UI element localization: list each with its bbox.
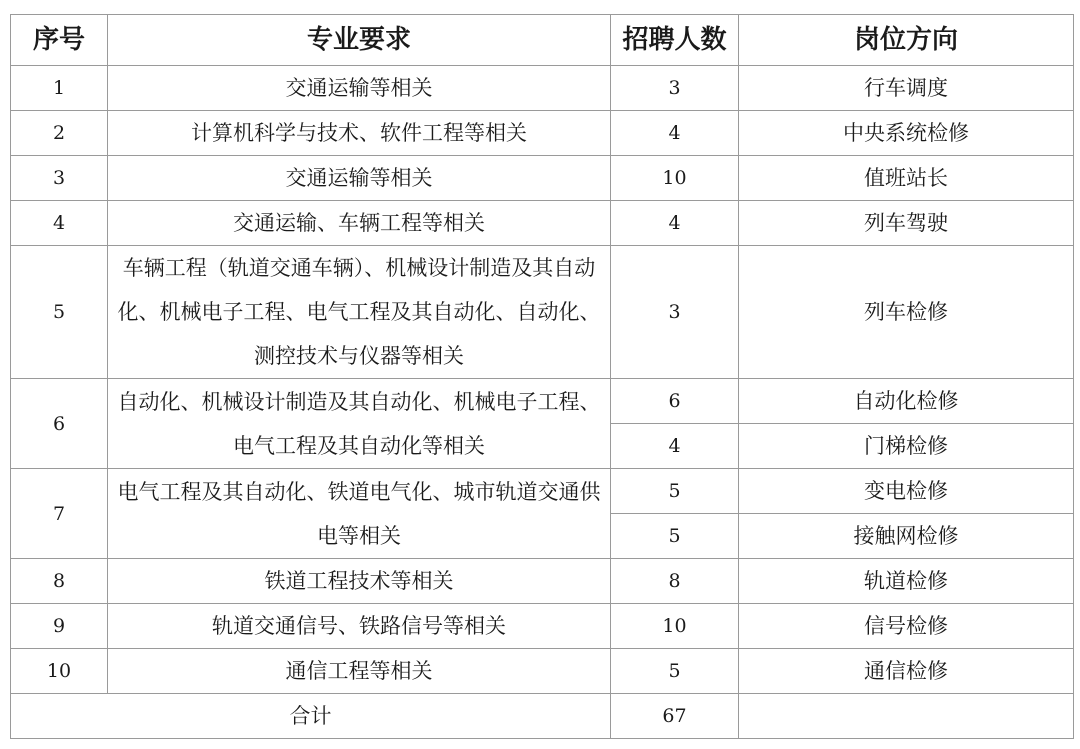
table-row (11, 201, 1074, 246)
table-row (11, 246, 1074, 379)
row-count: 6 (611, 379, 739, 424)
row-count: 3 (611, 66, 739, 111)
row-no: 6 (11, 379, 108, 469)
row-major: 自动化、机械设计制造及其自动化、机械电子工程、电气工程及其自动化等相关 (108, 379, 611, 469)
table-row (11, 649, 1074, 694)
total-label: 合计 (11, 694, 611, 739)
row-position: 值班站长 (739, 156, 1074, 201)
row-position: 变电检修 (739, 469, 1074, 514)
row-count: 5 (611, 649, 739, 694)
row-position: 中央系统检修 (739, 111, 1074, 156)
header-row (11, 15, 1074, 66)
row-position: 通信检修 (739, 649, 1074, 694)
row-major: 电气工程及其自动化、铁道电气化、城市轨道交通供电等相关 (108, 469, 611, 559)
header-count: 招聘人数 (611, 15, 739, 66)
header-no: 序号 (11, 15, 108, 66)
table-row (11, 379, 1074, 424)
row-no: 9 (11, 604, 108, 649)
table-row (11, 111, 1074, 156)
row-position: 信号检修 (739, 604, 1074, 649)
row-count: 3 (611, 246, 739, 379)
row-position: 轨道检修 (739, 559, 1074, 604)
row-major: 铁道工程技术等相关 (108, 559, 611, 604)
row-count: 4 (611, 201, 739, 246)
recruitment-table (10, 14, 1074, 739)
table-row (11, 469, 1074, 514)
row-no: 1 (11, 66, 108, 111)
row-no: 3 (11, 156, 108, 201)
row-major: 交通运输、车辆工程等相关 (108, 201, 611, 246)
row-position: 门梯检修 (739, 424, 1074, 469)
total-row (11, 694, 1074, 739)
row-no: 2 (11, 111, 108, 156)
table-row (11, 604, 1074, 649)
table-row (11, 559, 1074, 604)
row-position: 列车检修 (739, 246, 1074, 379)
row-no: 4 (11, 201, 108, 246)
table-row (11, 156, 1074, 201)
row-position: 列车驾驶 (739, 201, 1074, 246)
row-major: 交通运输等相关 (108, 156, 611, 201)
row-count: 10 (611, 604, 739, 649)
row-count: 5 (611, 469, 739, 514)
table-row (11, 66, 1074, 111)
row-major: 轨道交通信号、铁路信号等相关 (108, 604, 611, 649)
row-major: 通信工程等相关 (108, 649, 611, 694)
row-position: 自动化检修 (739, 379, 1074, 424)
row-no: 10 (11, 649, 108, 694)
row-count: 10 (611, 156, 739, 201)
row-count: 4 (611, 424, 739, 469)
total-position-empty (739, 694, 1074, 739)
header-major: 专业要求 (108, 15, 611, 66)
row-major: 车辆工程（轨道交通车辆）、机械设计制造及其自动化、机械电子工程、电气工程及其自动化、自动化、测控技术与仪器等相关 (108, 246, 611, 379)
row-count: 4 (611, 111, 739, 156)
header-position: 岗位方向 (739, 15, 1074, 66)
row-position: 接触网检修 (739, 514, 1074, 559)
row-major: 交通运输等相关 (108, 66, 611, 111)
row-no: 7 (11, 469, 108, 559)
row-count: 8 (611, 559, 739, 604)
total-count: 67 (611, 694, 739, 739)
row-position: 行车调度 (739, 66, 1074, 111)
row-count: 5 (611, 514, 739, 559)
row-major: 计算机科学与技术、软件工程等相关 (108, 111, 611, 156)
row-no: 5 (11, 246, 108, 379)
row-no: 8 (11, 559, 108, 604)
